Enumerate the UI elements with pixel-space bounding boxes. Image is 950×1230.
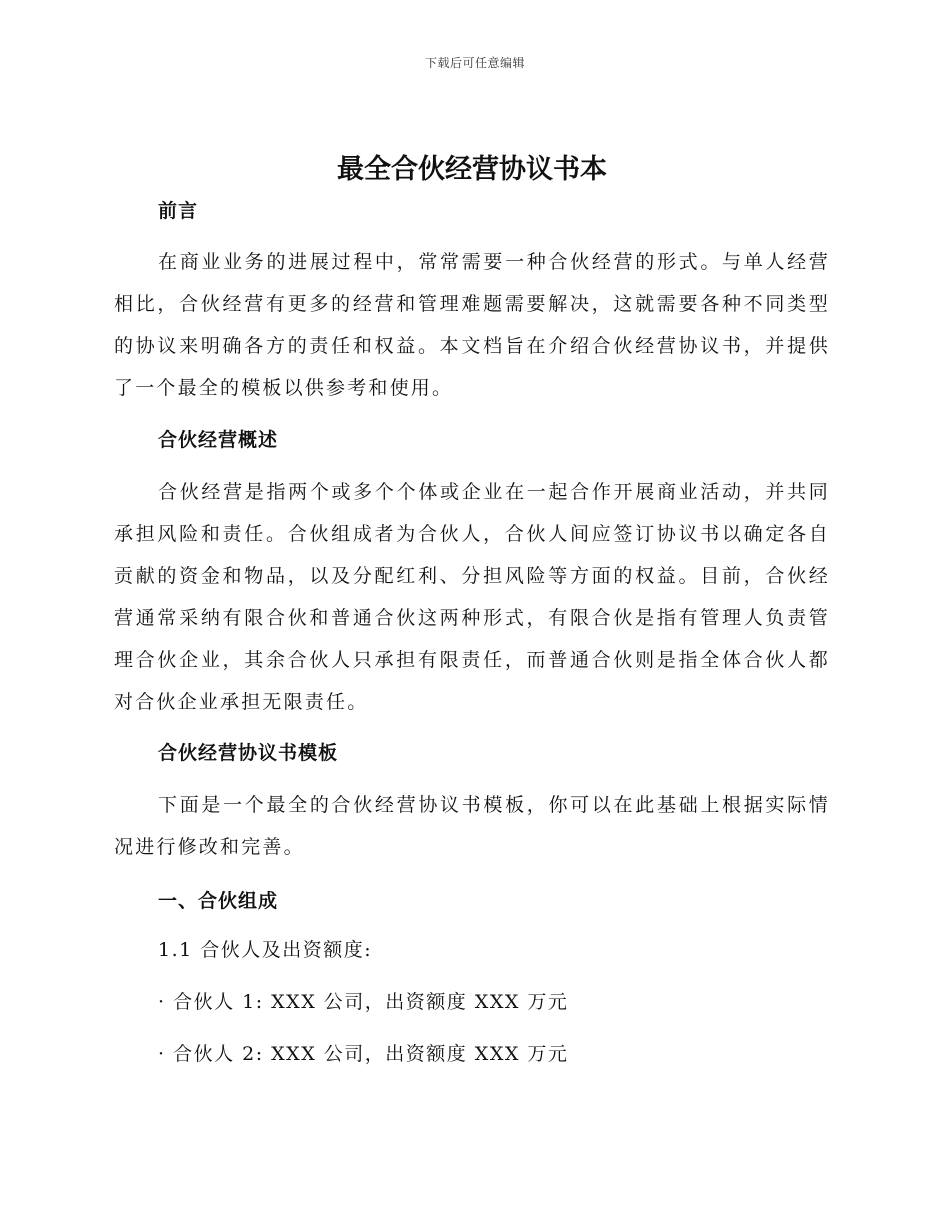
list-item: · 合伙人 2: XXX 公司，出资额度 XXX 万元: [158, 1043, 569, 1065]
composition-subheading: 1.1 合伙人及出资额度:: [158, 939, 373, 961]
overview-paragraph: 合伙经营是指两个或多个个体或企业在一起合作开展商业活动，并共同承担风险和责任。合伙组成者为合伙人，合伙人间应签订协议书以确定各自贡献的资金和物品，以及分配红利、分担风险等方面的权益。目前，合伙经营通常采纳有限合伙和普通合伙这两种形式，有限合伙是指有管理人负责管理合伙企业，其余合伙人只承担有限责任，而普通合伙则是指全体合伙人都对合伙企业承担无限责任。: [114, 481, 830, 713]
preface-paragraph: 在商业业务的进展过程中，常常需要一种合伙经营的形式。与单人经营相比，合伙经营有更多的经营和管理难题需要解决，这就需要各种不同类型的协议来明确各方的责任和权益。本文档旨在介绍合伙经营协议书，并提供了一个最全的模板以供参考和使用。: [114, 251, 830, 399]
document-body: [114, 150, 830, 1069]
preface-heading: 前言: [158, 200, 199, 222]
overview-heading: 合伙经营概述: [158, 429, 279, 451]
template-heading: 合伙经营协议书模板: [158, 742, 339, 764]
template-paragraph: 下面是一个最全的合伙经营协议书模板，你可以在此基础上根据实际情况进行修改和完善。: [114, 794, 830, 858]
document-title: 最全合伙经营协议书本: [337, 154, 607, 185]
composition-heading: 一、合伙组成: [158, 890, 279, 912]
list-item: · 合伙人 1: XXX 公司，出资额度 XXX 万元: [158, 991, 569, 1013]
page-header-note: 下载后可任意编辑: [424, 56, 525, 70]
